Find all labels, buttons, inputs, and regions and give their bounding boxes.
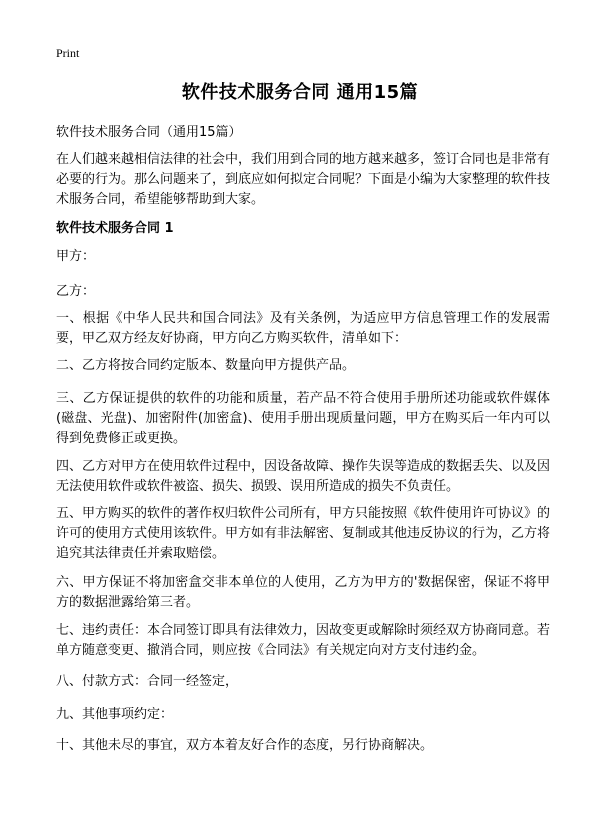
clause-1: 一、根据《中华人民共和国合同法》及有关条例，为适应甲方信息管理工作的发展需要，甲乙双方经友好协商，甲方向乙方购买软件，清单如下： [56, 311, 550, 346]
clause-5: 五、甲方购买的软件的著作权归软件公司所有，甲方只能按照《软件使用许可协议》的许可的使用方式使用该软件。甲方如有非法解密、复制或其他违反协议的行为，乙方将追究其法律责任并索取赔偿。 [56, 506, 551, 561]
document-subtitle: 软件技术服务合同（通用15篇） [56, 125, 242, 140]
print-link[interactable]: Print [56, 46, 80, 60]
clause-8: 八、付款方式：合同一经签定， [56, 674, 239, 689]
clause-6: 六、甲方保证不将加密盒交非本单位的人使用，乙方为甲方的'数据保密，保证不将甲方的数据泄露给第三者。 [56, 575, 550, 610]
clause-10: 十、其他未尽的事宜，双方本着友好合作的态度，另行协商解决。 [56, 738, 434, 753]
clause-2: 二、乙方将按合同约定版本、数量向甲方提供产品。 [56, 358, 356, 373]
page-title: 软件技术服务合同 通用15篇 [181, 82, 419, 103]
party-b-line: 乙方： [56, 284, 96, 299]
section-heading: 软件技术服务合同 1 [56, 221, 174, 236]
clause-9: 九、其他事项约定： [56, 707, 174, 722]
clause-7: 七、违约责任：本合同签订即具有法律效力，因故变更或解除时须经双方协商同意。若单方随意变更、撤消合同，则应按《合同法》有关规定向对方支付违约金。 [56, 623, 551, 658]
clause-3: 三、乙方保证提供的软件的功能和质量，若产品不符合使用手册所述功能或软件媒体(磁盘、光盘)、加密附件(加密盒)、使用手册出现质量问题，甲方在购买后一年内可以得到免费修正或更换。 [56, 391, 550, 446]
intro-paragraph: 在人们越来越相信法律的社会中，我们用到合同的地方越来越多，签订合同也是非常有必要的行为。那么问题来了，到底应如何拟定合同呢？下面是小编为大家整理的软件技术服务合同，希望能够帮助到大家。 [56, 152, 551, 207]
party-a-line: 甲方： [56, 249, 96, 264]
clause-4: 四、乙方对甲方在使用软件过程中，因设备故障、操作失误等造成的数据丢失、以及因无法使用软件或软件被盗、损失、损毁、误用所造成的损失不负责任。 [56, 459, 551, 494]
